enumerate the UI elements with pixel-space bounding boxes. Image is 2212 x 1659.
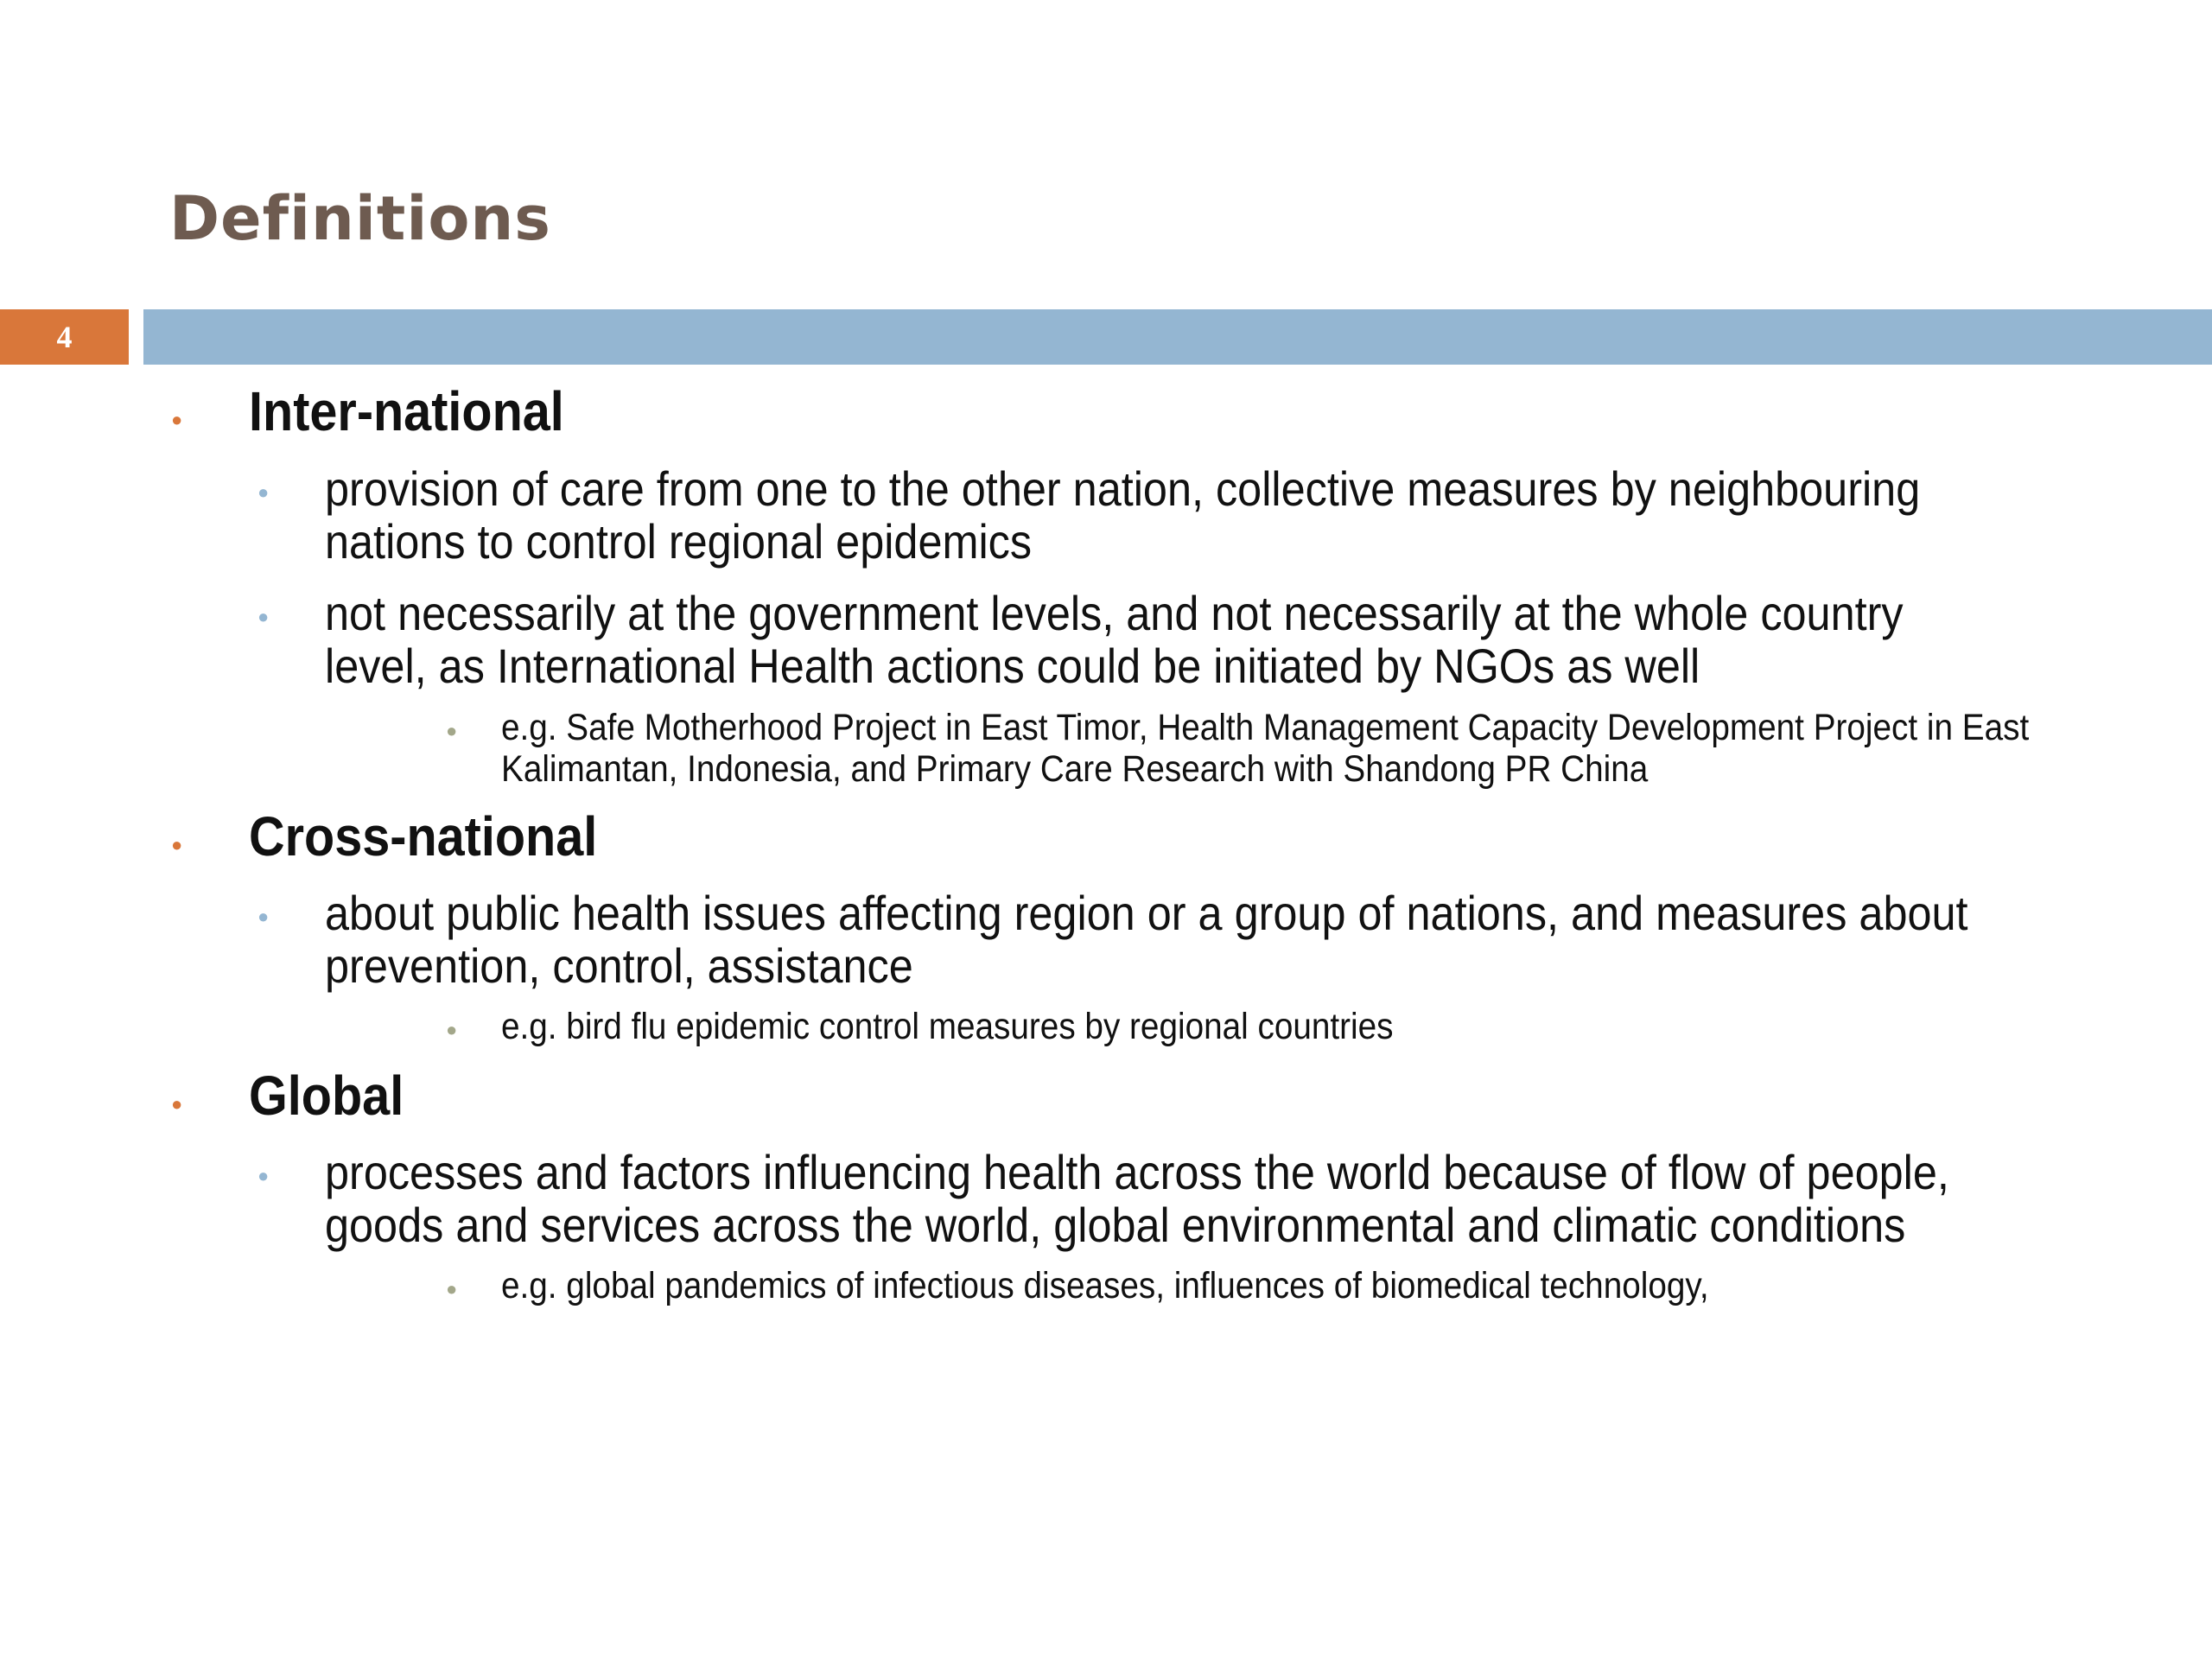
example-international xyxy=(446,707,2212,790)
point-international-1 xyxy=(257,461,2183,569)
bullet-icon: ● xyxy=(171,834,183,855)
example-text: e.g. bird flu epidemic control measures by regional countries xyxy=(501,1006,1394,1047)
point-global-1 xyxy=(257,1145,2183,1252)
bullet-icon: ● xyxy=(446,1278,458,1300)
example-text: e.g. Safe Motherhood Project in East Timor, Health Management Capacity Development Project in East Kalimantan, Indonesia, and Primary Care Research with Shandong PR China xyxy=(501,707,2030,790)
bullet-icon: ● xyxy=(171,409,183,430)
example-text: e.g. global pandemics of infectious diseases, influences of biomedical technology, xyxy=(501,1265,1709,1306)
point-text: not necessarily at the government levels, and not necessarily at the whole country level, as International Health actions could be initiated by NGOs as well xyxy=(325,586,1904,693)
point-international-2 xyxy=(257,586,2183,693)
example-global xyxy=(446,1265,2212,1306)
section-heading: Global xyxy=(249,1065,404,1127)
section-heading-international xyxy=(171,380,599,442)
bullet-icon: ● xyxy=(257,906,270,927)
point-text: provision of care from one to the other nation, collective measures by neighbouring nations to control regional epidemics xyxy=(325,461,1921,569)
bullet-icon: ● xyxy=(257,481,270,503)
point-text: about public health issues affecting region or a group of nations, and measures about prevention, control, assistance xyxy=(325,886,1968,993)
section-heading: Inter-national xyxy=(249,380,564,442)
slide-number: 4 xyxy=(0,309,129,365)
bullet-icon: ● xyxy=(257,1165,270,1186)
section-heading-global xyxy=(171,1065,421,1127)
example-cross-national xyxy=(446,1006,2212,1047)
bullet-icon: ● xyxy=(446,720,458,741)
point-cross-national-1 xyxy=(257,886,2183,993)
bullet-icon: ● xyxy=(257,606,270,627)
bullet-icon: ● xyxy=(171,1093,183,1115)
point-text: processes and factors influencing health across the world because of flow of people, goods and services across the world, global environmental and climatic conditions xyxy=(325,1145,1949,1252)
section-heading: Cross-national xyxy=(249,805,598,868)
section-heading-cross-national xyxy=(171,805,636,868)
slide-title: Definitions xyxy=(169,183,551,254)
bullet-icon: ● xyxy=(446,1019,458,1040)
